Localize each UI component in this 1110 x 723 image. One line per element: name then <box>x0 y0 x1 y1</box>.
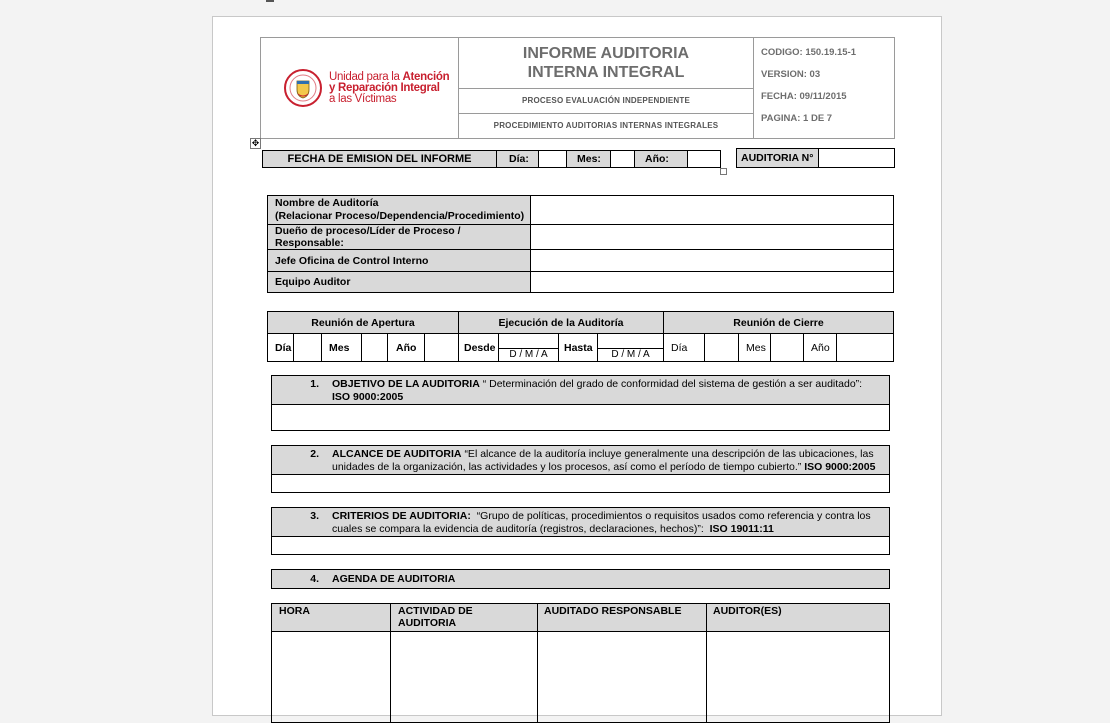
ruler-marker <box>266 0 274 2</box>
closing-year-field[interactable] <box>837 334 894 362</box>
process-owner-label: Dueño de proceso/Líder de Proceso / Responsable: <box>268 225 531 250</box>
process-owner-field[interactable] <box>531 225 894 250</box>
criteria-heading: 3. CRITERIOS DE AUDITORIA: “Grupo de políticas, procedimientos o requisitos usados como referencia y contra los cuales se compara la evidencia de auditoría (registros, declaraciones, hechos)”: ISO 19011:11 <box>272 508 890 537</box>
coat-of-arms-logo-icon <box>283 68 323 108</box>
objective-heading: 1. OBJETIVO DE LA AUDITORIA “ Determinación del grado de conformidad del sistema de gestión a ser auditado”: ISO 9000:2005 <box>272 376 890 405</box>
opening-meeting-header: Reunión de Apertura <box>268 312 459 334</box>
to-date-field[interactable]: D / M / A <box>598 334 664 362</box>
code-text: CODIGO: 150.19.15-1 <box>761 47 857 58</box>
audit-team-label: Equipo Auditor <box>268 272 531 293</box>
table-resize-handle[interactable] <box>720 168 727 175</box>
audit-number-label: AUDITORIA N° <box>737 149 819 168</box>
process-name: PROCESO EVALUACIÓN INDEPENDIENTE <box>459 88 754 113</box>
scope-heading: 2. ALCANCE DE AUDITORIA “El alcance de la auditoría incluye generalmente una descripción de las ubicaciones, las unidades de la organización, las actividades y los procesos, así como el período de tiempo cubierto.” ISO 9000:2005 <box>272 446 890 475</box>
opening-day-label: Día <box>268 334 294 362</box>
audit-info-table <box>267 195 894 293</box>
agenda-table <box>271 603 890 723</box>
opening-month-field[interactable] <box>362 334 388 362</box>
auditor-cell[interactable] <box>707 632 890 723</box>
scope-content-field[interactable] <box>272 475 890 493</box>
closing-month-label: Mes <box>739 334 771 362</box>
auditee-cell[interactable] <box>538 632 707 723</box>
objective-content-field[interactable] <box>272 405 890 431</box>
opening-year-label: Año <box>388 334 425 362</box>
section-scope <box>271 445 890 493</box>
from-label: Desde <box>459 334 499 362</box>
activity-column-header: ACTIVIDAD DE AUDITORIA <box>391 604 538 632</box>
closing-month-field[interactable] <box>771 334 804 362</box>
auditee-column-header: AUDITADO RESPONSABLE <box>538 604 707 632</box>
emission-date-table <box>262 150 721 168</box>
audit-team-field[interactable] <box>531 272 894 293</box>
section-criteria <box>271 507 890 555</box>
page-number-text: PAGINA: 1 DE 7 <box>761 113 833 124</box>
date-text: FECHA: 09/11/2015 <box>761 91 847 102</box>
month-label: Mes: <box>567 151 611 168</box>
version-text: VERSION: 03 <box>761 69 821 80</box>
from-date-field[interactable]: D / M / A <box>499 334 559 362</box>
closing-day-field[interactable] <box>705 334 739 362</box>
emission-date-label: FECHA DE EMISION DEL INFORME <box>263 151 497 168</box>
agenda-heading: 4. AGENDA DE AUDITORIA <box>272 570 890 589</box>
year-field[interactable] <box>688 151 721 168</box>
document-header <box>260 37 895 139</box>
year-label: Año: <box>635 151 688 168</box>
criteria-content-field[interactable] <box>272 537 890 555</box>
audit-name-label: Nombre de Auditoría (Relacionar Proceso/Dependencia/Procedimiento) <box>268 196 531 225</box>
closing-year-label: Año <box>804 334 837 362</box>
opening-year-field[interactable] <box>425 334 459 362</box>
audit-number-field[interactable] <box>819 149 895 168</box>
closing-meeting-header: Reunión de Cierre <box>664 312 894 334</box>
to-label: Hasta <box>559 334 598 362</box>
table-row <box>272 632 890 723</box>
opening-month-label: Mes <box>322 334 362 362</box>
control-chief-label: Jefe Oficina de Control Interno <box>268 250 531 272</box>
title-cell <box>459 38 754 89</box>
procedure-name: PROCEDIMIENTO AUDITORIAS INTERNAS INTEGRALES <box>459 113 754 138</box>
logo-cell <box>261 38 459 139</box>
table-move-handle-icon[interactable]: ✥ <box>251 138 260 148</box>
day-label: Día: <box>497 151 539 168</box>
day-field[interactable] <box>539 151 567 168</box>
document-title: INFORME AUDITORIA INTERNA INTEGRAL <box>522 44 690 81</box>
audit-number-table <box>736 148 895 168</box>
meta-cell <box>754 38 895 139</box>
hour-cell[interactable] <box>272 632 391 723</box>
section-objective <box>271 375 890 431</box>
audit-name-field[interactable] <box>531 196 894 225</box>
auditor-column-header: AUDITOR(ES) <box>707 604 890 632</box>
execution-header: Ejecución de la Auditoría <box>459 312 664 334</box>
month-field[interactable] <box>611 151 635 168</box>
logo-text: Unidad para la Atención y Reparación Integral a las Víctimas <box>329 70 450 105</box>
closing-day-label: Día <box>664 334 705 362</box>
activity-cell[interactable] <box>391 632 538 723</box>
control-chief-field[interactable] <box>531 250 894 272</box>
schedule-table <box>267 311 894 362</box>
hour-column-header: HORA <box>272 604 391 632</box>
document-page <box>212 16 942 716</box>
section-agenda <box>271 569 890 589</box>
opening-day-field[interactable] <box>294 334 322 362</box>
